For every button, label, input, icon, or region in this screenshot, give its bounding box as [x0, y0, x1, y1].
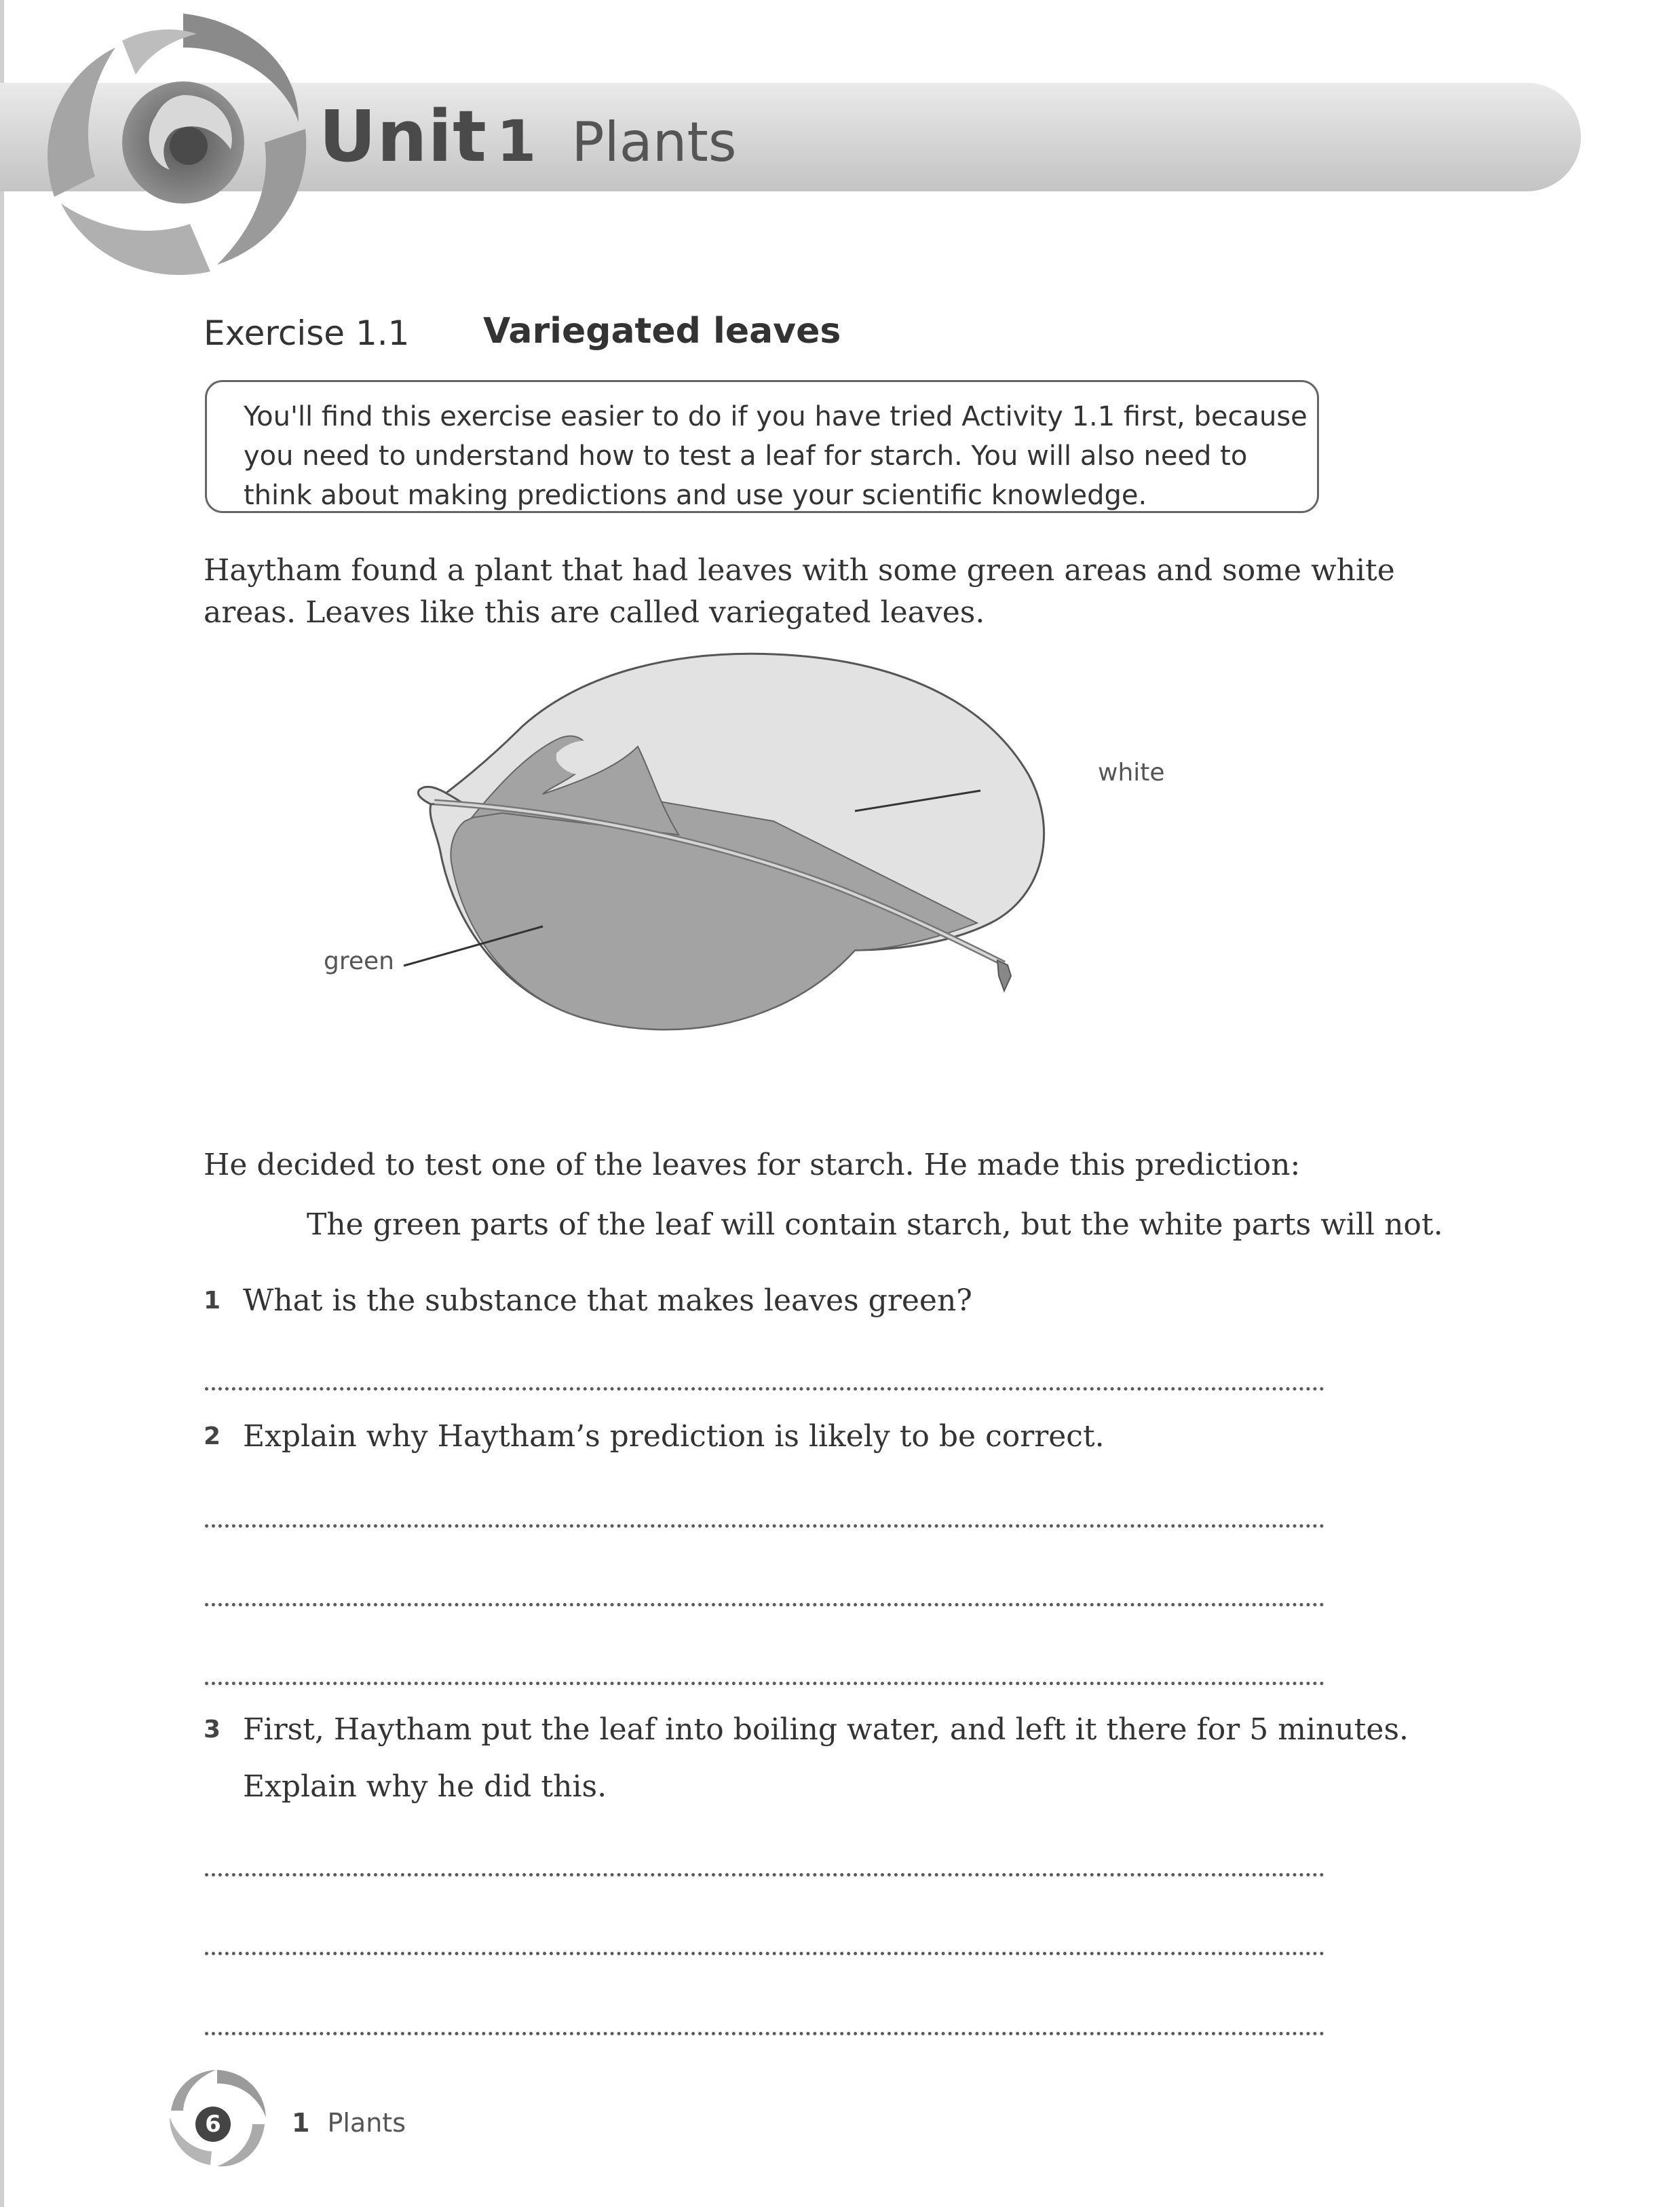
leaf-stalk-end: [997, 960, 1011, 991]
intro-line: think about making predictions and use your scientific knowledge.: [244, 480, 1147, 511]
scan-edge: [0, 0, 4, 2207]
leaf-figure: [299, 652, 1248, 1072]
answer-line-3c[interactable]: [205, 2032, 1324, 2035]
answer-line-2c[interactable]: [205, 1682, 1324, 1685]
question-text: What is the substance that makes leaves green?: [243, 1283, 972, 1318]
page-number: 6: [195, 2107, 231, 2142]
label-white: white: [1098, 759, 1165, 787]
prediction-text: The green parts of the leaf will contain starch, but the white parts will not.: [307, 1207, 1443, 1242]
answer-line-2a[interactable]: [205, 1524, 1324, 1528]
answer-line-3b[interactable]: [205, 1952, 1324, 1955]
paragraph-line: areas. Leaves like this are called variegated leaves.: [204, 595, 985, 630]
question-number: 2: [204, 1422, 221, 1450]
intro-line: you need to understand how to test a leaf for starch. You will also need to: [244, 440, 1248, 472]
unit-word: Unit: [319, 95, 487, 178]
leaf-diagram: [299, 652, 1248, 1072]
paragraph-intro: [204, 550, 1395, 634]
label-green: green: [324, 947, 394, 975]
unit-name: Plants: [571, 111, 737, 174]
question-number: 3: [204, 1716, 221, 1743]
footer-chapter-name: Plants: [327, 2108, 406, 2138]
paragraph-decision: [204, 1144, 1330, 1186]
answer-line-2b[interactable]: [205, 1603, 1324, 1606]
footer-chapter: [292, 2108, 406, 2138]
swirl-logo-icon: [14, 0, 353, 285]
paragraph-line: Haytham found a plant that had leaves with some green areas and some white: [204, 553, 1395, 588]
intro-line: You'll find this exercise easier to do if you have tried Activity 1.1 first, because: [244, 401, 1307, 432]
paragraph-line: He decided to test one of the leaves for starch. He made this prediction:: [204, 1148, 1301, 1182]
answer-line-1[interactable]: [205, 1387, 1324, 1391]
question-text: First, Haytham put the leaf into boiling water, and left it there for 5 minutes.: [243, 1712, 1409, 1747]
question-text-continued: Explain why he did this.: [243, 1769, 607, 1804]
unit-title: [319, 95, 737, 183]
exercise-label: Exercise 1.1: [204, 314, 410, 353]
question-text: Explain why Haytham’s prediction is likely to be correct.: [243, 1419, 1105, 1454]
unit-number: 1: [496, 108, 537, 174]
footer-chapter-number: 1: [292, 2108, 310, 2138]
intro-box: [205, 380, 1319, 513]
prediction: [307, 1204, 1443, 1246]
answer-line-3a[interactable]: [205, 1873, 1324, 1876]
exercise-title: Variegated leaves: [483, 311, 841, 352]
question-number: 1: [204, 1287, 221, 1315]
